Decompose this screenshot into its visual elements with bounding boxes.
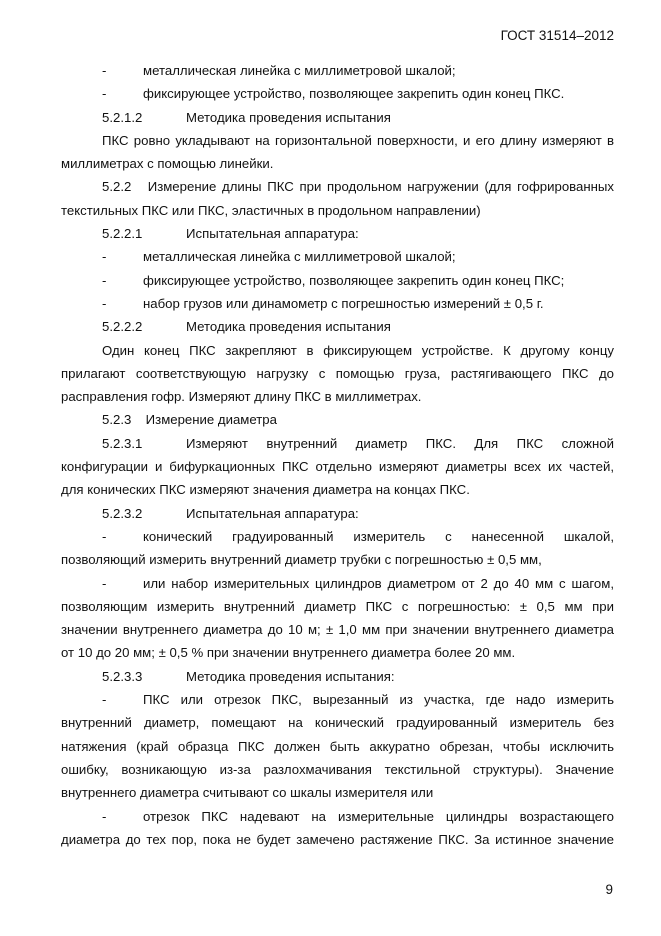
- bullet-dash: -: [102, 692, 107, 708]
- document-body: [61, 59, 614, 851]
- page-number: 9: [605, 882, 613, 897]
- section-title: Испытательная аппаратура:: [186, 505, 359, 521]
- list-item-text: набор грузов или динамометр с погрешностью измерений ± 0,5 г.: [143, 295, 544, 311]
- section-number: 5.2.3: [102, 412, 132, 428]
- paragraph-line: внутреннего диаметра считывают со шкалы измерителя или: [61, 785, 434, 801]
- section-heading: [61, 315, 614, 338]
- paragraph-line: конфигурации и бифуркационных ПКС отдельно измеряют диаметры всех их частей,: [61, 459, 614, 475]
- section-title: Измерение диаметра: [145, 412, 277, 428]
- list-item-text: ПКС или отрезок ПКС, вырезанный из участка, где надо измерить: [143, 692, 614, 708]
- bullet-dash: -: [102, 249, 107, 265]
- list-item-text: фиксирующее устройство, позволяющее закрепить один конец ПКС;: [143, 272, 565, 288]
- paragraph-line: от 10 до 20 мм; ± 0,5 % при значении внутреннего диаметра более 20 мм.: [61, 645, 516, 661]
- list-item-text: металлическая линейка с миллиметровой шкалой;: [143, 249, 456, 265]
- section-number: 5.2.2: [102, 179, 132, 195]
- section-heading: [61, 408, 614, 431]
- section-heading: [61, 432, 614, 455]
- paragraph-line: ПКС ровно укладывают на горизонтальной поверхности, и его длину измеряют в: [102, 132, 614, 148]
- bullet-dash: -: [102, 86, 107, 102]
- section-title: Методика проведения испытания: [186, 319, 391, 335]
- paragraph-line: внутренний диаметр, помещают на конический градуированный измеритель без: [61, 715, 614, 731]
- paragraph-line: позволяющим измерить внутренний диаметр ПКС с погрешностью: ± 0,5 мм при: [61, 598, 614, 614]
- paragraph-line: диаметра до тех пор, пока не будет замечено растяжение ПКС. За истинное значение: [61, 831, 614, 847]
- section-title: Испытательная аппаратура:: [186, 226, 359, 242]
- paragraph-line: натяжения (край образца ПКС должен быть аккуратно обрезан, чтобы исключить: [61, 738, 614, 754]
- bullet-dash: -: [102, 272, 107, 288]
- section-heading: [61, 106, 614, 129]
- section-heading: [61, 175, 614, 198]
- list-item-text: отрезок ПКС надевают на измерительные цилиндры возрастающего: [143, 808, 614, 824]
- section-number: 5.2.3.1: [102, 435, 143, 451]
- paragraph-line: ошибку, возникающую из-за разлохмачивания текстильной структуры). Значение: [61, 761, 614, 777]
- section-heading: [61, 665, 614, 688]
- section-number: 5.2.1.2: [102, 109, 143, 125]
- list-item: [61, 572, 614, 595]
- section-heading: [61, 502, 614, 525]
- list-item-text: металлическая линейка с миллиметровой шкалой;: [143, 63, 456, 78]
- standard-header: ГОСТ 31514–2012: [500, 28, 614, 43]
- list-item-text: фиксирующее устройство, позволяющее закрепить один конец ПКС.: [143, 86, 565, 102]
- section-title: Методика проведения испытания:: [186, 668, 395, 684]
- bullet-dash: -: [102, 63, 107, 78]
- bullet-dash: -: [102, 575, 107, 591]
- paragraph-line: текстильных ПКС или ПКС, эластичных в продольном направлении): [61, 202, 481, 218]
- bullet-dash: -: [102, 295, 107, 311]
- list-item: [61, 59, 614, 82]
- paragraph-line: для конических ПКС измеряют значения диаметра на концах ПКС.: [61, 482, 470, 498]
- list-item: [61, 805, 614, 828]
- section-number: 5.2.3.2: [102, 505, 143, 521]
- paragraph-line: значении внутреннего диаметра до 10 м; ± 1,0 мм при значении внутреннего диаметра: [61, 622, 614, 638]
- list-item-text: конический градуированный измеритель с нанесенной шкалой,: [143, 528, 614, 544]
- section-heading: [61, 222, 614, 245]
- section-title: Методика проведения испытания: [186, 109, 391, 125]
- list-item: [61, 82, 614, 105]
- bullet-dash: -: [102, 528, 107, 544]
- list-item: [61, 688, 614, 711]
- list-item: [61, 525, 614, 548]
- paragraph-line: миллиметрах с помощью линейки.: [61, 156, 274, 172]
- paragraph-line: расправления гофр. Измеряют длину ПКС в миллиметрах.: [61, 389, 422, 405]
- section-number: 5.2.2.1: [102, 226, 143, 242]
- paragraph-line: Один конец ПКС закрепляют в фиксирующем устройстве. К другому концу: [102, 342, 614, 358]
- list-item: [61, 269, 614, 292]
- list-item-text: или набор измерительных цилиндров диаметром от 2 до 40 мм с шагом,: [143, 575, 614, 591]
- bullet-dash: -: [102, 808, 107, 824]
- section-title: Измерение длины ПКС при продольном нагружении (для гофрированных: [147, 179, 614, 195]
- list-item: [61, 292, 614, 315]
- paragraph-line: прилагают соответствующую нагрузку с помощью груза, растягивающего ПКС до: [61, 365, 614, 381]
- list-item: [61, 245, 614, 268]
- section-number: 5.2.3.3: [102, 668, 143, 684]
- section-number: 5.2.2.2: [102, 319, 143, 335]
- paragraph-text: Измеряют внутренний диаметр ПКС. Для ПКС сложной: [186, 435, 614, 451]
- paragraph-line: позволяющий измерить внутренний диаметр трубки с погрешностью ± 0,5 мм,: [61, 552, 542, 568]
